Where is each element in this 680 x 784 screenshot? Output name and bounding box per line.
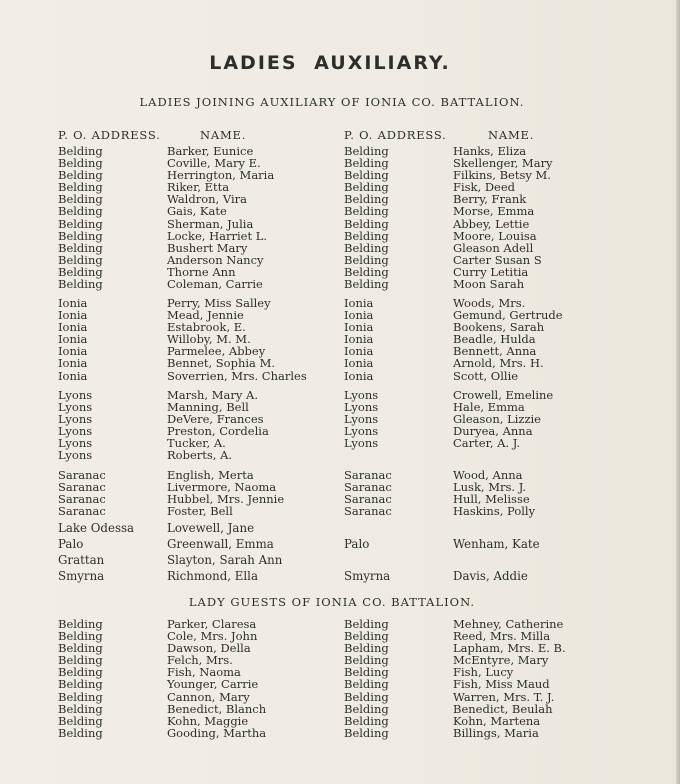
table-row	[0, 205, 680, 217]
cell-name-right: Crowell, Emeline	[453, 388, 554, 402]
table-row	[0, 278, 680, 290]
cell-name-left: Fish, Naoma	[167, 665, 241, 680]
table-row	[0, 678, 680, 690]
cell-address-right: Belding	[344, 216, 389, 231]
cell-name-left: Cole, Mrs. John	[167, 629, 258, 644]
cell-address-right: Saranac	[344, 492, 392, 507]
cell-address-left: Belding	[58, 629, 103, 644]
cell-name-right: Bennett, Anna	[453, 344, 537, 359]
cell-name-left: Bushert Mary	[167, 240, 248, 255]
cell-name-left: Marsh, Mary A.	[167, 388, 258, 402]
cell-name-left: DeVere, Frances	[167, 412, 264, 427]
guests-subtitle: LADY GUESTS OF IONIA CO. BATTALION.	[188, 595, 476, 609]
table-row	[0, 727, 680, 739]
cell-name-left: Hubbel, Mrs. Jennie	[167, 492, 285, 507]
cell-name-right: Gemund, Gertrude	[453, 308, 563, 323]
cell-address-left: Belding	[58, 653, 103, 668]
cell-address-left: Belding	[58, 168, 103, 183]
cell-name-left: Tucker, A.	[167, 436, 226, 451]
cell-address-left: Lake Odessa	[58, 521, 135, 535]
table-row	[0, 536, 680, 552]
cell-address-right: Ionia	[344, 332, 374, 347]
table-row	[0, 389, 680, 401]
joining-group-ionia	[0, 297, 680, 382]
cell-address-right: Belding	[344, 653, 389, 668]
cell-name-right: Carter Susan S	[453, 252, 542, 267]
cell-name-left: Benedict, Blanch	[167, 701, 267, 716]
cell-name-left: Cannon, Mary	[167, 689, 250, 704]
cell-name-left: Coleman, Carrie	[167, 277, 263, 292]
cell-address-right: Ionia	[344, 308, 374, 323]
joining-group-lyons	[0, 389, 680, 462]
cell-address-left: Belding	[58, 665, 103, 680]
cell-name-right: Mehney, Catherine	[453, 617, 564, 631]
cell-name-left: Willoby, M. M.	[167, 332, 251, 347]
cell-address-right: Smyrna	[344, 569, 391, 583]
table-row	[0, 230, 680, 242]
cell-address-left: Belding	[58, 725, 103, 740]
cell-address-left: Ionia	[58, 368, 88, 383]
cell-name-left: Preston, Cordelia	[167, 424, 269, 439]
cell-name-left: Lovewell, Jane	[167, 521, 255, 535]
cell-address-left: Saranac	[58, 468, 106, 482]
cell-name-left: Younger, Carrie	[167, 677, 259, 692]
cell-name-right: Hull, Melisse	[453, 492, 530, 507]
cell-address-right: Belding	[344, 144, 389, 158]
cell-address-right: Belding	[344, 713, 389, 728]
cell-address-left: Belding	[58, 228, 103, 243]
cell-address-right: Belding	[344, 156, 389, 171]
cell-name-left: Dawson, Della	[167, 641, 251, 656]
table-row	[0, 321, 680, 333]
header-address-left: P. O. ADDRESS.	[58, 128, 161, 142]
cell-address-right: Belding	[344, 192, 389, 207]
cell-name-left: Anderson Nancy	[167, 252, 264, 267]
cell-name-left: Richmond, Ella	[167, 569, 258, 583]
joining-subtitle: LADIES JOINING AUXILIARY OF IONIA CO. BATTALION.	[139, 95, 525, 109]
cell-name-left: Felch, Mrs.	[167, 653, 233, 668]
cell-address-left: Saranac	[58, 492, 106, 507]
cell-name-right: Lapham, Mrs. E. B.	[453, 641, 566, 656]
cell-name-right: Lusk, Mrs. J.	[453, 480, 527, 495]
cell-address-left: Lyons	[58, 436, 93, 451]
cell-address-right: Palo	[344, 537, 370, 551]
cell-name-left: Greenwall, Emma	[167, 537, 274, 551]
cell-address-left: Belding	[58, 204, 103, 219]
table-row	[0, 413, 680, 425]
cell-name-left: Parker, Claresa	[167, 617, 257, 631]
cell-address-left: Belding	[58, 216, 103, 231]
cell-address-left: Belding	[58, 252, 103, 267]
cell-address-right: Belding	[344, 180, 389, 195]
table-row	[0, 401, 680, 413]
cell-name-left: Foster, Bell	[167, 504, 233, 519]
cell-address-right: Belding	[344, 617, 389, 631]
cell-name-left: Gais, Kate	[167, 204, 227, 219]
cell-name-right: Hale, Emma	[453, 400, 525, 415]
cell-address-left: Belding	[58, 192, 103, 207]
cell-name-left: Gooding, Martha	[167, 725, 267, 740]
cell-name-left: Kohn, Maggie	[167, 713, 249, 728]
cell-address-right: Ionia	[344, 320, 374, 335]
cell-address-right: Belding	[344, 677, 389, 692]
cell-name-right: Curry Letitia	[453, 264, 529, 279]
cell-address-left: Ionia	[58, 296, 88, 310]
cell-address-right: Belding	[344, 277, 389, 292]
cell-name-right: Morse, Emma	[453, 204, 535, 219]
cell-address-left: Saranac	[58, 504, 106, 519]
cell-name-right: Billings, Maria	[453, 725, 539, 740]
cell-address-right: Lyons	[344, 412, 379, 427]
table-row	[0, 425, 680, 437]
cell-address-right: Ionia	[344, 368, 374, 383]
cell-address-left: Belding	[58, 180, 103, 195]
cell-address-right: Belding	[344, 264, 389, 279]
cell-address-left: Lyons	[58, 388, 93, 402]
cell-name-right: Fish, Lucy	[453, 665, 514, 680]
cell-address-right: Belding	[344, 725, 389, 740]
cell-address-right: Belding	[344, 629, 389, 644]
cell-address-left: Lyons	[58, 400, 93, 415]
table-row	[0, 345, 680, 357]
cell-address-left: Lyons	[58, 412, 93, 427]
cell-address-left: Belding	[58, 641, 103, 656]
page-title: LADIES AUXILIARY.	[209, 52, 451, 74]
cell-address-right: Belding	[344, 228, 389, 243]
cell-address-left: Belding	[58, 156, 103, 171]
cell-address-left: Belding	[58, 713, 103, 728]
joining-group-misc	[0, 520, 680, 584]
table-row	[0, 449, 680, 461]
cell-name-left: Barker, Eunice	[167, 144, 254, 158]
table-row	[0, 309, 680, 321]
cell-name-right: Benedict, Beulah	[453, 701, 553, 716]
cell-address-right: Belding	[344, 689, 389, 704]
cell-name-left: Thorne Ann	[167, 264, 236, 279]
table-row	[0, 505, 680, 517]
guest-group-belding	[0, 618, 680, 739]
header-name-left: NAME.	[200, 128, 247, 142]
cell-name-left: Mead, Jennie	[167, 308, 244, 323]
cell-name-left: Manning, Bell	[167, 400, 249, 415]
cell-address-right: Ionia	[344, 356, 374, 371]
cell-address-left: Lyons	[58, 424, 93, 439]
cell-name-left: Estabrook, E.	[167, 320, 246, 335]
cell-name-left: Soverrien, Mrs. Charles	[167, 368, 307, 383]
cell-name-right: Kohn, Martena	[453, 713, 541, 728]
table-row	[0, 357, 680, 369]
cell-address-right: Belding	[344, 168, 389, 183]
cell-name-right: Hanks, Eliza	[453, 144, 527, 158]
cell-name-right: Scott, Ollie	[453, 368, 519, 383]
cell-address-right: Belding	[344, 204, 389, 219]
cell-address-right: Belding	[344, 240, 389, 255]
cell-name-right: McEntyre, Mary	[453, 653, 549, 668]
cell-name-left: Waldron, Vira	[167, 192, 247, 207]
cell-name-right: Woods, Mrs.	[453, 296, 526, 310]
cell-name-right: Gleason Adell	[453, 240, 534, 255]
cell-name-left: Perry, Miss Salley	[167, 296, 271, 310]
table-row	[0, 552, 680, 568]
cell-name-right: Wenham, Kate	[453, 537, 540, 551]
cell-address-right: Lyons	[344, 388, 379, 402]
cell-name-left: Slayton, Sarah Ann	[167, 553, 283, 567]
cell-address-right: Ionia	[344, 344, 374, 359]
cell-address-left: Belding	[58, 144, 103, 158]
cell-address-left: Lyons	[58, 448, 93, 463]
cell-name-right: Fish, Miss Maud	[453, 677, 550, 692]
cell-address-right: Saranac	[344, 468, 392, 482]
cell-address-left: Belding	[58, 677, 103, 692]
cell-name-right: Abbey, Lettie	[453, 216, 530, 231]
cell-address-right: Ionia	[344, 296, 374, 310]
joining-group-saranac	[0, 469, 680, 517]
cell-name-left: Bennet, Sophia M.	[167, 356, 275, 371]
table-row	[0, 703, 680, 715]
cell-name-left: Livermore, Naoma	[167, 480, 277, 495]
cell-address-right: Lyons	[344, 436, 379, 451]
cell-name-right: Haskins, Polly	[453, 504, 536, 519]
cell-name-right: Filkins, Betsy M.	[453, 168, 551, 183]
cell-name-right: Arnold, Mrs. H.	[453, 356, 544, 371]
cell-name-right: Duryea, Anna	[453, 424, 533, 439]
cell-name-right: Moore, Louisa	[453, 228, 537, 243]
cell-address-left: Ionia	[58, 356, 88, 371]
cell-address-right: Saranac	[344, 480, 392, 495]
table-row	[0, 370, 680, 382]
cell-name-right: Davis, Addie	[453, 569, 528, 583]
cell-name-right: Reed, Mrs. Milla	[453, 629, 551, 644]
cell-address-left: Saranac	[58, 480, 106, 495]
cell-name-left: Herrington, Maria	[167, 168, 275, 183]
table-row	[0, 437, 680, 449]
cell-address-right: Belding	[344, 641, 389, 656]
cell-address-left: Ionia	[58, 308, 88, 323]
cell-name-left: English, Merta	[167, 468, 254, 482]
cell-address-left: Grattan	[58, 553, 105, 567]
cell-address-left: Belding	[58, 240, 103, 255]
cell-name-left: Roberts, A.	[167, 448, 233, 463]
cell-name-right: Fisk, Deed	[453, 180, 516, 195]
cell-name-left: Riker, Etta	[167, 180, 230, 195]
cell-name-right: Moon Sarah	[453, 277, 525, 292]
cell-address-right: Belding	[344, 665, 389, 680]
cell-address-right: Belding	[344, 701, 389, 716]
cell-address-left: Smyrna	[58, 569, 105, 583]
cell-address-left: Belding	[58, 689, 103, 704]
cell-name-left: Sherman, Julia	[167, 216, 254, 231]
joining-group-belding	[0, 145, 680, 290]
cell-name-right: Beadle, Hulda	[453, 332, 536, 347]
cell-address-right: Belding	[344, 252, 389, 267]
cell-address-left: Palo	[58, 537, 84, 551]
cell-name-left: Coville, Mary E.	[167, 156, 261, 171]
table-row	[0, 691, 680, 703]
cell-name-left: Locke, Harriet L.	[167, 228, 268, 243]
cell-name-right: Bookens, Sarah	[453, 320, 545, 335]
cell-name-right: Wood, Anna	[453, 468, 523, 482]
cell-address-left: Belding	[58, 277, 103, 292]
table-row	[0, 333, 680, 345]
cell-name-right: Carter, A. J.	[453, 436, 521, 451]
cell-name-right: Warren, Mrs. T. J.	[453, 689, 555, 704]
table-row	[0, 297, 680, 309]
cell-address-right: Lyons	[344, 424, 379, 439]
cell-address-left: Ionia	[58, 320, 88, 335]
header-address-right: P. O. ADDRESS.	[344, 128, 447, 142]
cell-address-left: Belding	[58, 617, 103, 631]
cell-address-left: Ionia	[58, 332, 88, 347]
cell-address-right: Saranac	[344, 504, 392, 519]
cell-name-right: Skellenger, Mary	[453, 156, 553, 171]
cell-name-right: Berry, Frank	[453, 192, 527, 207]
cell-name-right: Gleason, Lizzie	[453, 412, 541, 427]
table-row	[0, 520, 680, 536]
table-row	[0, 568, 680, 584]
header-name-right: NAME.	[488, 128, 535, 142]
cell-address-left: Ionia	[58, 344, 88, 359]
table-row	[0, 218, 680, 230]
cell-name-left: Parmelee, Abbey	[167, 344, 266, 359]
cell-address-left: Belding	[58, 701, 103, 716]
cell-address-right: Lyons	[344, 400, 379, 415]
cell-address-left: Belding	[58, 264, 103, 279]
